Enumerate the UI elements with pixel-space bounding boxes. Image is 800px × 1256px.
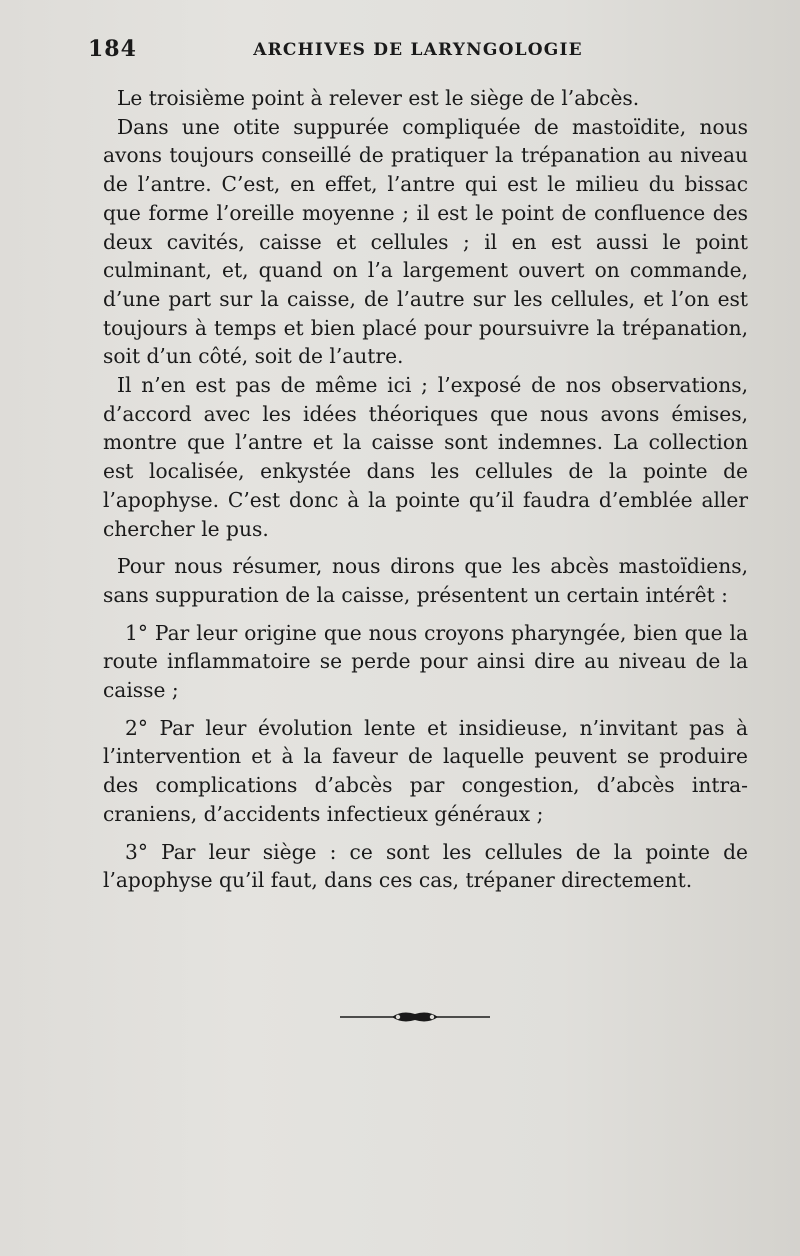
page-header [88, 36, 748, 66]
running-head: ARCHIVES DE LARYNGOLOGIE [253, 40, 583, 60]
paragraph: Dans une otite suppurée compliquée de mastoïdite, nous avons toujours conseillé de pratiquer la trépanation au niveau de l’antre. C’est, en effet, l’antre qui est le milieu du bissac que forme l’oreille moyenne ; il est le point de confluence des deux cavités, caisse et cellules ; il en est aussi le point culminant, et, quand on l’a largement ouvert on commande, d’une part sur la caisse, de l’autre sur les cellules, et l’on est toujours à temps et bien placé pour poursuivre la trépanation, soit d’un côté, soit de l’autre. [103, 114, 748, 369]
decorative-rule-icon [340, 1004, 490, 1030]
list-item: 1° Par leur origine que nous croyons pharyngée, bien que la route inflammatoire se perde pour ainsi dire au niveau de la caisse ; [103, 620, 748, 703]
list-item: 3° Par leur siège : ce sont les cellules de la pointe de l’apophyse qu’il faut, dans ces cas, trépaner directement. [103, 839, 748, 893]
paragraph: Le troisième point à relever est le siège de l’abcès. [117, 86, 640, 110]
paragraph: Il n’en est pas de même ici ; l’exposé de nos observations, d’accord avec les idées théoriques que nous avons émises, montre que l’antre et la caisse sont indemnes. La collection est localisée, enkystée dans les cellules de la pointe de l’apophyse. C’est donc à la pointe qu’il faudra d’emblée aller chercher le pus. [103, 373, 748, 541]
page-number: 184 [88, 36, 137, 62]
list-item: 2° Par leur évolution lente et insidieuse, n’invitant pas à l’intervention et à la faveur de laquelle peuvent se produire des complications d’abcès par congestion, d’abcès intra-craniens, d’accidents infectieux généraux ; [103, 715, 748, 826]
paragraph: Pour nous résumer, nous dirons que les abcès mastoïdiens, sans suppuration de la caisse, présentent un certain intérêt : [103, 554, 748, 607]
body-text [103, 84, 748, 895]
